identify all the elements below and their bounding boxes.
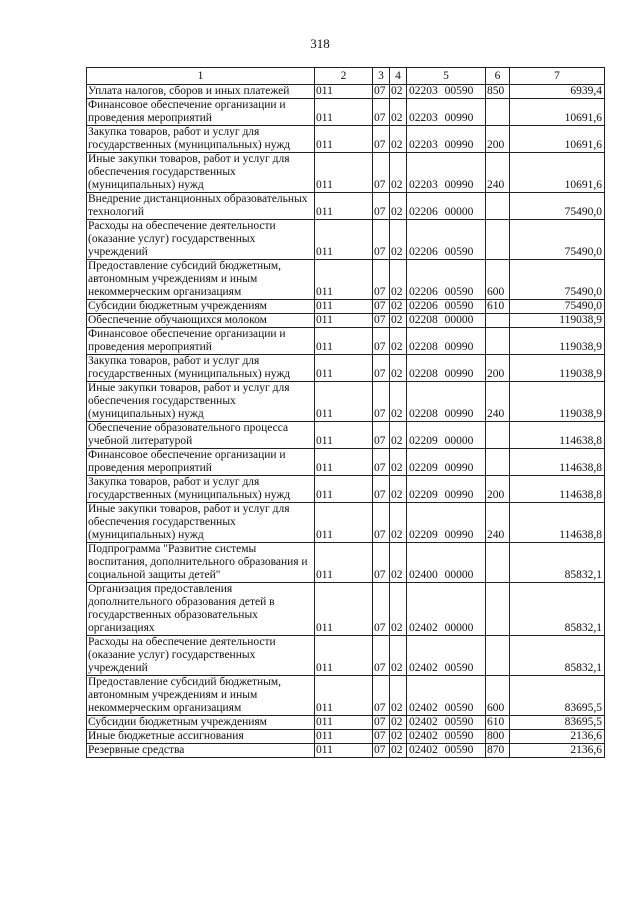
expense-type-cell — [486, 636, 510, 676]
admin-code-cell: 011 — [315, 99, 373, 126]
target-article-cell: 02209 00000 — [407, 422, 486, 449]
target-article-cell: 02208 00990 — [407, 328, 486, 355]
section-cell: 07 — [373, 382, 390, 422]
expense-type-cell: 800 — [486, 730, 510, 744]
header-cell: 4 — [390, 68, 407, 85]
expense-type-cell: 610 — [486, 300, 510, 314]
target-article-cell: 02206 00590 — [407, 300, 486, 314]
amount-cell: 2136,6 — [510, 744, 605, 758]
row-name-cell: Предоставление субсидий бюджетным, автономным учреждениям и иным некоммерческим организациям — [87, 676, 315, 716]
row-name-cell: Предоставление субсидий бюджетным, автономным учреждениям и иным некоммерческим организациям — [87, 260, 315, 300]
section-cell: 07 — [373, 300, 390, 314]
amount-cell: 83695,5 — [510, 676, 605, 716]
table-row — [87, 355, 605, 382]
section-cell: 07 — [373, 503, 390, 543]
table-row — [87, 99, 605, 126]
row-name-cell: Закупка товаров, работ и услуг для государственных (муниципальных) нужд — [87, 355, 315, 382]
table-row — [87, 300, 605, 314]
amount-cell: 10691,6 — [510, 126, 605, 153]
table-row — [87, 126, 605, 153]
expense-type-cell — [486, 314, 510, 328]
section-cell: 07 — [373, 730, 390, 744]
table-row — [87, 449, 605, 476]
row-name-cell: Субсидии бюджетным учреждениям — [87, 716, 315, 730]
subsection-cell: 02 — [390, 543, 407, 583]
admin-code-cell: 011 — [315, 300, 373, 314]
expense-type-cell: 200 — [486, 355, 510, 382]
table-row — [87, 503, 605, 543]
table-row — [87, 85, 605, 99]
expense-type-cell — [486, 543, 510, 583]
admin-code-cell: 011 — [315, 355, 373, 382]
header-cell: 2 — [315, 68, 373, 85]
subsection-cell: 02 — [390, 730, 407, 744]
section-cell: 07 — [373, 543, 390, 583]
target-article-cell: 02209 00990 — [407, 449, 486, 476]
amount-cell: 75490,0 — [510, 300, 605, 314]
expense-type-cell: 600 — [486, 260, 510, 300]
header-cell: 7 — [510, 68, 605, 85]
table-row — [87, 636, 605, 676]
subsection-cell: 02 — [390, 583, 407, 636]
admin-code-cell: 011 — [315, 85, 373, 99]
table-row — [87, 260, 605, 300]
amount-cell: 85832,1 — [510, 583, 605, 636]
row-name-cell: Иные закупки товаров, работ и услуг для обеспечения государственных (муниципальных) нужд — [87, 382, 315, 422]
section-cell: 07 — [373, 193, 390, 220]
table-row — [87, 328, 605, 355]
admin-code-cell: 011 — [315, 744, 373, 758]
expense-type-cell — [486, 328, 510, 355]
subsection-cell: 02 — [390, 716, 407, 730]
admin-code-cell: 011 — [315, 220, 373, 260]
amount-cell: 85832,1 — [510, 636, 605, 676]
expense-type-cell: 870 — [486, 744, 510, 758]
table-row — [87, 422, 605, 449]
target-article-cell: 02206 00590 — [407, 260, 486, 300]
amount-cell: 119038,9 — [510, 382, 605, 422]
section-cell: 07 — [373, 744, 390, 758]
expense-type-cell — [486, 449, 510, 476]
amount-cell: 114638,8 — [510, 422, 605, 449]
target-article-cell: 02402 00590 — [407, 636, 486, 676]
header-cell: 5 — [407, 68, 486, 85]
amount-cell: 10691,6 — [510, 153, 605, 193]
row-name-cell: Внедрение дистанционных образовательных технологий — [87, 193, 315, 220]
subsection-cell: 02 — [390, 476, 407, 503]
subsection-cell: 02 — [390, 328, 407, 355]
table-row — [87, 716, 605, 730]
admin-code-cell: 011 — [315, 193, 373, 220]
header-row — [87, 68, 605, 85]
amount-cell: 75490,0 — [510, 193, 605, 220]
table-row — [87, 730, 605, 744]
row-name-cell: Подпрограмма "Развитие системы воспитания, дополнительного образования и социальной защиты детей" — [87, 543, 315, 583]
subsection-cell: 02 — [390, 355, 407, 382]
page-number: 318 — [310, 36, 330, 51]
subsection-cell: 02 — [390, 300, 407, 314]
admin-code-cell: 011 — [315, 676, 373, 716]
section-cell: 07 — [373, 636, 390, 676]
amount-cell: 114638,8 — [510, 503, 605, 543]
table-body — [87, 85, 605, 758]
target-article-cell: 02402 00590 — [407, 744, 486, 758]
subsection-cell: 02 — [390, 676, 407, 716]
admin-code-cell: 011 — [315, 476, 373, 503]
target-article-cell: 02402 00590 — [407, 676, 486, 716]
amount-cell: 10691,6 — [510, 99, 605, 126]
admin-code-cell: 011 — [315, 583, 373, 636]
section-cell: 07 — [373, 449, 390, 476]
amount-cell: 119038,9 — [510, 314, 605, 328]
amount-cell: 85832,1 — [510, 543, 605, 583]
admin-code-cell: 011 — [315, 503, 373, 543]
admin-code-cell: 011 — [315, 543, 373, 583]
expense-type-cell: 240 — [486, 503, 510, 543]
expense-type-cell — [486, 583, 510, 636]
expense-type-cell: 200 — [486, 126, 510, 153]
target-article-cell: 02203 00990 — [407, 153, 486, 193]
section-cell: 07 — [373, 583, 390, 636]
admin-code-cell: 011 — [315, 126, 373, 153]
target-article-cell: 02206 00000 — [407, 193, 486, 220]
section-cell: 07 — [373, 126, 390, 153]
amount-cell: 83695,5 — [510, 716, 605, 730]
admin-code-cell: 011 — [315, 730, 373, 744]
admin-code-cell: 011 — [315, 260, 373, 300]
target-article-cell: 02208 00990 — [407, 382, 486, 422]
table-row — [87, 314, 605, 328]
subsection-cell: 02 — [390, 744, 407, 758]
row-name-cell: Обеспечение обучающихся молоком — [87, 314, 315, 328]
table-row — [87, 543, 605, 583]
subsection-cell: 02 — [390, 153, 407, 193]
target-article-cell: 02203 00990 — [407, 126, 486, 153]
amount-cell: 2136,6 — [510, 730, 605, 744]
header-cell: 3 — [373, 68, 390, 85]
admin-code-cell: 011 — [315, 636, 373, 676]
expense-type-cell: 240 — [486, 382, 510, 422]
table-row — [87, 193, 605, 220]
amount-cell: 6939,4 — [510, 85, 605, 99]
expense-type-cell — [486, 193, 510, 220]
table-row — [87, 583, 605, 636]
expense-type-cell: 240 — [486, 153, 510, 193]
section-cell: 07 — [373, 314, 390, 328]
header-cell: 1 — [87, 68, 315, 85]
admin-code-cell: 011 — [315, 153, 373, 193]
admin-code-cell: 011 — [315, 716, 373, 730]
target-article-cell: 02208 00000 — [407, 314, 486, 328]
expense-type-cell — [486, 422, 510, 449]
section-cell: 07 — [373, 220, 390, 260]
table-row — [87, 153, 605, 193]
table-row — [87, 220, 605, 260]
row-name-cell: Закупка товаров, работ и услуг для государственных (муниципальных) нужд — [87, 476, 315, 503]
row-name-cell: Финансовое обеспечение организации и проведения мероприятий — [87, 99, 315, 126]
section-cell: 07 — [373, 355, 390, 382]
target-article-cell: 02209 00990 — [407, 503, 486, 543]
subsection-cell: 02 — [390, 99, 407, 126]
section-cell: 07 — [373, 676, 390, 716]
subsection-cell: 02 — [390, 382, 407, 422]
expense-type-cell: 600 — [486, 676, 510, 716]
subsection-cell: 02 — [390, 260, 407, 300]
row-name-cell: Организация предоставления дополнительного образования детей в государственных образовательных организациях — [87, 583, 315, 636]
row-name-cell: Обеспечение образовательного процесса учебной литературой — [87, 422, 315, 449]
expense-type-cell: 850 — [486, 85, 510, 99]
amount-cell: 75490,0 — [510, 260, 605, 300]
row-name-cell: Финансовое обеспечение организации и проведения мероприятий — [87, 328, 315, 355]
section-cell: 07 — [373, 716, 390, 730]
section-cell: 07 — [373, 328, 390, 355]
section-cell: 07 — [373, 476, 390, 503]
amount-cell: 119038,9 — [510, 328, 605, 355]
row-name-cell: Иные закупки товаров, работ и услуг для обеспечения государственных (муниципальных) нужд — [87, 153, 315, 193]
amount-cell: 114638,8 — [510, 476, 605, 503]
table-row — [87, 676, 605, 716]
subsection-cell: 02 — [390, 85, 407, 99]
section-cell: 07 — [373, 260, 390, 300]
section-cell: 07 — [373, 99, 390, 126]
row-name-cell: Уплата налогов, сборов и иных платежей — [87, 85, 315, 99]
subsection-cell: 02 — [390, 314, 407, 328]
admin-code-cell: 011 — [315, 328, 373, 355]
subsection-cell: 02 — [390, 220, 407, 260]
subsection-cell: 02 — [390, 193, 407, 220]
target-article-cell: 02206 00590 — [407, 220, 486, 260]
section-cell: 07 — [373, 153, 390, 193]
target-article-cell: 02203 00990 — [407, 99, 486, 126]
row-name-cell: Иные закупки товаров, работ и услуг для обеспечения государственных (муниципальных) нужд — [87, 503, 315, 543]
subsection-cell: 02 — [390, 126, 407, 153]
expense-type-cell: 610 — [486, 716, 510, 730]
target-article-cell: 02203 00590 — [407, 85, 486, 99]
admin-code-cell: 011 — [315, 449, 373, 476]
row-name-cell: Финансовое обеспечение организации и проведения мероприятий — [87, 449, 315, 476]
amount-cell: 119038,9 — [510, 355, 605, 382]
admin-code-cell: 011 — [315, 314, 373, 328]
subsection-cell: 02 — [390, 636, 407, 676]
admin-code-cell: 011 — [315, 422, 373, 449]
budget-table — [86, 67, 605, 758]
target-article-cell: 02208 00990 — [407, 355, 486, 382]
subsection-cell: 02 — [390, 422, 407, 449]
target-article-cell: 02402 00590 — [407, 716, 486, 730]
admin-code-cell: 011 — [315, 382, 373, 422]
row-name-cell: Расходы на обеспечение деятельности (оказание услуг) государственных учреждений — [87, 220, 315, 260]
section-cell: 07 — [373, 422, 390, 449]
expense-type-cell — [486, 220, 510, 260]
row-name-cell: Иные бюджетные ассигнования — [87, 730, 315, 744]
subsection-cell: 02 — [390, 449, 407, 476]
target-article-cell: 02209 00990 — [407, 476, 486, 503]
section-cell: 07 — [373, 85, 390, 99]
expense-type-cell: 200 — [486, 476, 510, 503]
table-row — [87, 382, 605, 422]
target-article-cell: 02400 00000 — [407, 543, 486, 583]
row-name-cell: Резервные средства — [87, 744, 315, 758]
row-name-cell: Закупка товаров, работ и услуг для государственных (муниципальных) нужд — [87, 126, 315, 153]
row-name-cell: Субсидии бюджетным учреждениям — [87, 300, 315, 314]
table-row — [87, 744, 605, 758]
expense-type-cell — [486, 99, 510, 126]
target-article-cell: 02402 00590 — [407, 730, 486, 744]
table-row — [87, 476, 605, 503]
amount-cell: 114638,8 — [510, 449, 605, 476]
subsection-cell: 02 — [390, 503, 407, 543]
target-article-cell: 02402 00000 — [407, 583, 486, 636]
amount-cell: 75490,0 — [510, 220, 605, 260]
row-name-cell: Расходы на обеспечение деятельности (оказание услуг) государственных учреждений — [87, 636, 315, 676]
header-cell: 6 — [486, 68, 510, 85]
